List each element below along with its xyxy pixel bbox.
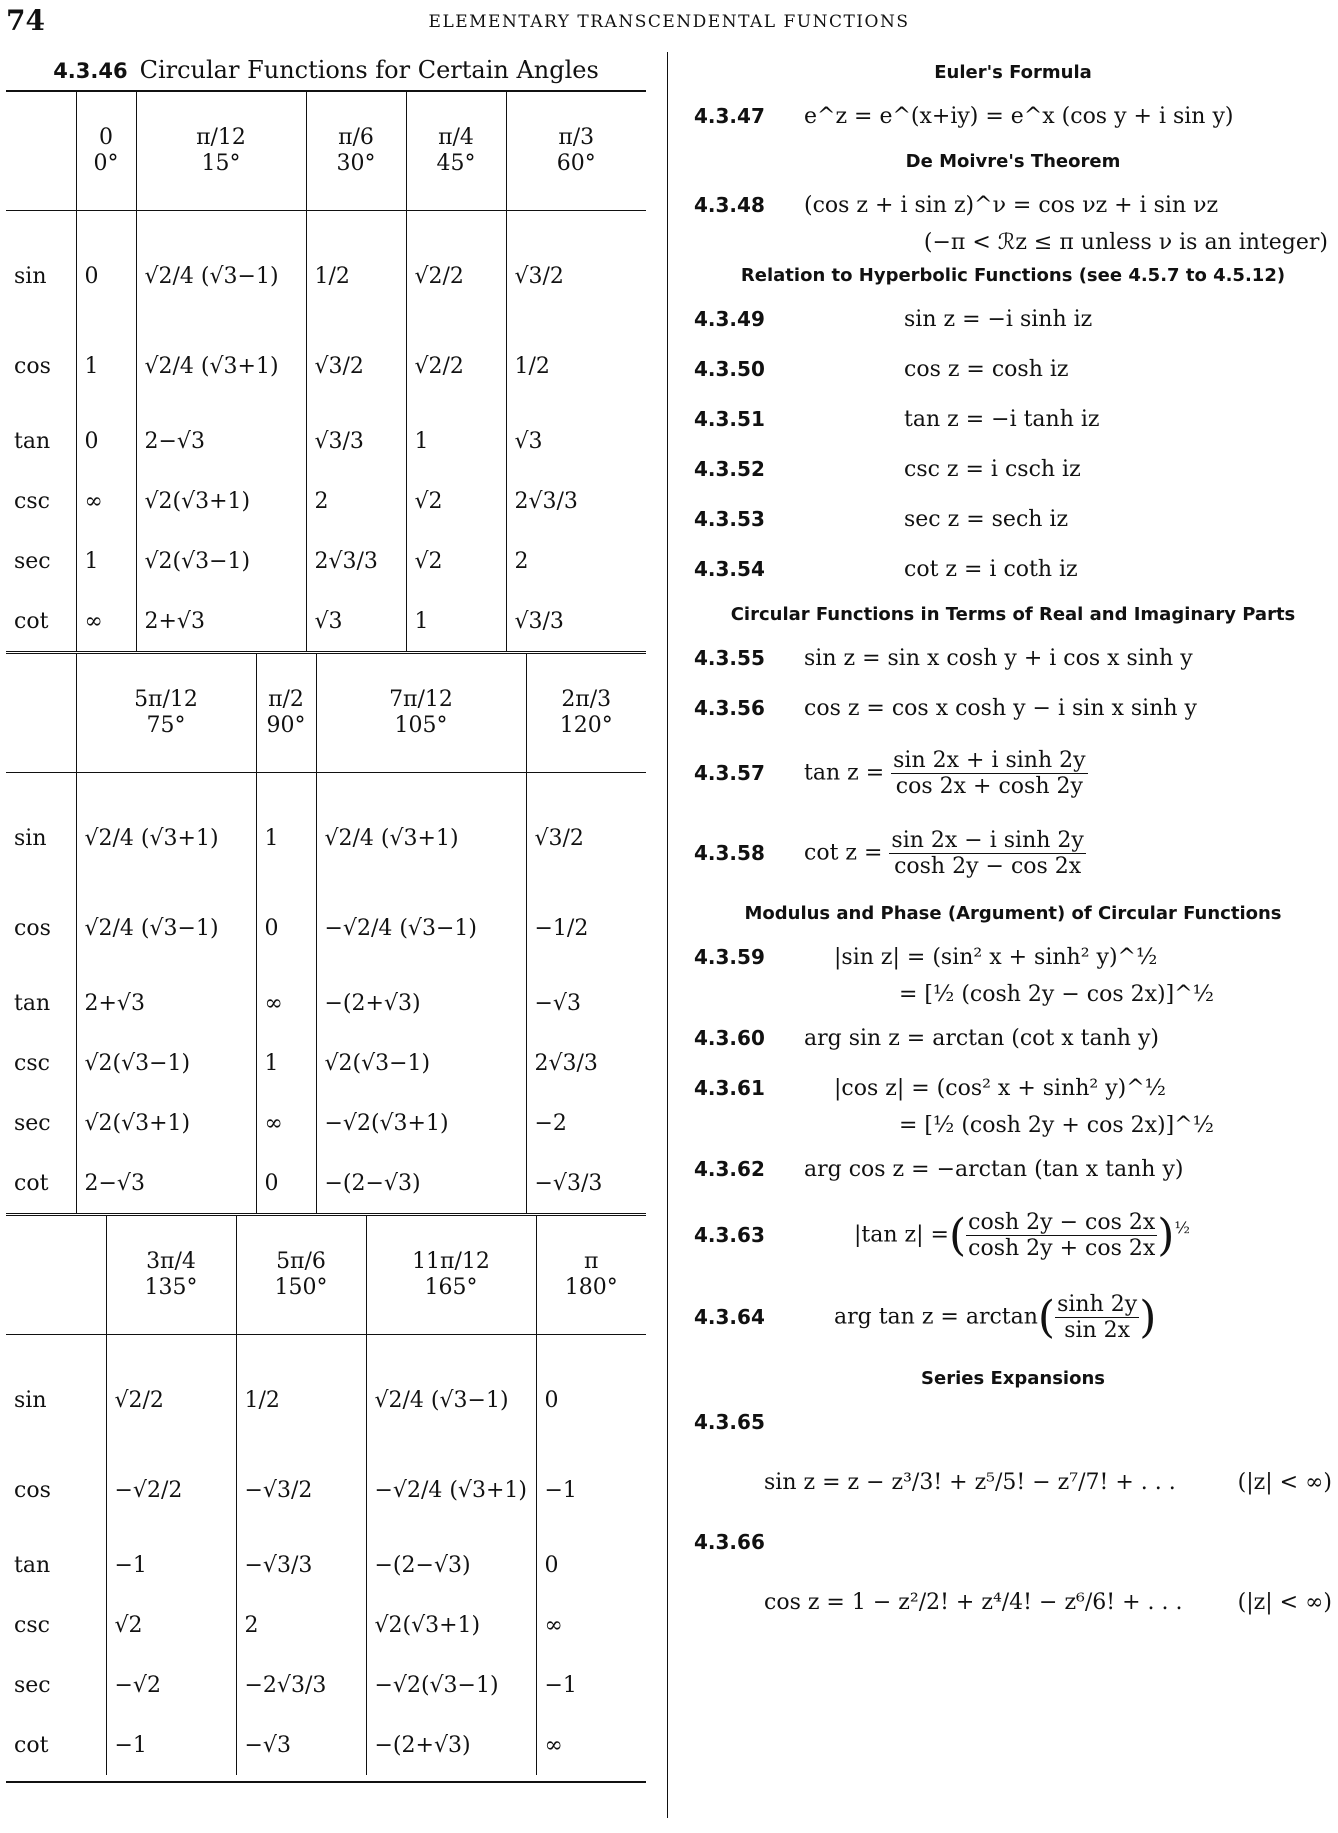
- eq-condition: (|z| < ∞): [1237, 1589, 1332, 1615]
- angle-degrees: 135°: [144, 1275, 198, 1300]
- numerator: sinh 2y: [1057, 1291, 1138, 1317]
- table-value: −√3/2: [236, 1445, 366, 1535]
- exponent: ½: [1174, 1217, 1190, 1237]
- function-name: cos: [14, 1477, 51, 1503]
- row-sec: [6, 531, 646, 591]
- denominator: sin 2x: [1064, 1317, 1131, 1343]
- row-tan: [6, 411, 646, 471]
- eq-number: 4.3.52: [694, 457, 765, 481]
- eq-number: 4.3.65: [694, 1410, 765, 1434]
- table-value: 0: [536, 1535, 646, 1595]
- eq-number: 4.3.49: [694, 307, 765, 331]
- angle-degrees: 150°: [274, 1275, 328, 1300]
- angle-header: [526, 653, 646, 773]
- table-value: ∞: [76, 471, 136, 531]
- angle-radians: π/12: [196, 125, 246, 150]
- angle-degrees: 30°: [336, 151, 376, 176]
- eq-lhs: cot z =: [804, 840, 883, 865]
- table-value: √2/4 (√3−1): [136, 231, 306, 321]
- table-value: √2: [406, 531, 506, 591]
- table-value: −√3/3: [236, 1535, 366, 1595]
- eq-number: 4.3.58: [694, 841, 765, 865]
- angle-header-row: [6, 91, 646, 211]
- fraction: [966, 1210, 1157, 1261]
- eq-4-3-48-condition: (−π < ℛz ≤ π unless ν is an integer): [923, 230, 1328, 255]
- table-value: −√2: [106, 1655, 236, 1715]
- function-name: cos: [14, 915, 51, 941]
- table-value: √2: [106, 1595, 236, 1655]
- function-name: sec: [14, 1672, 51, 1698]
- table-value: √2(√3−1): [136, 531, 306, 591]
- paren-close: ): [1157, 1209, 1175, 1261]
- table-value: 1: [76, 321, 136, 411]
- angle-header: [406, 91, 506, 211]
- section-hyperbolic: Relation to Hyperbolic Functions (see 4.5.7 to 4.5.12): [740, 265, 1286, 286]
- angle-radians: π: [584, 1249, 599, 1274]
- eq-body: [804, 828, 1332, 879]
- table-value: 1: [406, 591, 506, 651]
- angle-header: [136, 91, 306, 211]
- angle-degrees: 60°: [556, 151, 596, 176]
- trig-table-column: [6, 46, 646, 1783]
- column-divider: [667, 52, 668, 1818]
- eq-number: 4.3.64: [694, 1305, 765, 1329]
- row-cos: [6, 1445, 646, 1535]
- table-value: √2/4 (√3+1): [316, 793, 526, 883]
- eq-number: 4.3.66: [694, 1530, 765, 1554]
- page-header: [0, 0, 1338, 40]
- function-name: csc: [14, 1612, 50, 1638]
- table-value: ∞: [536, 1595, 646, 1655]
- page-number: 74: [6, 4, 45, 37]
- eq-4-3-54: [694, 544, 1332, 594]
- table-value: √2/4 (√3+1): [136, 321, 306, 411]
- row-csc: [6, 471, 646, 531]
- angle-header: [106, 1215, 236, 1335]
- running-title: ELEMENTARY TRANSCENDENTAL FUNCTIONS: [428, 12, 910, 32]
- eq-number: 4.3.61: [694, 1076, 765, 1100]
- table-value: ∞: [536, 1715, 646, 1775]
- angle-degrees: 105°: [394, 713, 448, 738]
- table-value: ∞: [256, 973, 316, 1033]
- table-value: −1: [536, 1445, 646, 1535]
- eq-number: 4.3.54: [694, 557, 765, 581]
- eq-body: (cos z + i sin z)^ν = cos νz + i sin νz: [804, 192, 1219, 218]
- table-value: 1/2: [306, 231, 406, 321]
- eq-body: arg sin z = arctan (cot x tanh y): [804, 1025, 1159, 1051]
- function-name: tan: [14, 1552, 51, 1578]
- angle-radians: 2π/3: [561, 687, 612, 712]
- function-name: csc: [14, 1050, 50, 1076]
- section-euler: Euler's Formula: [934, 62, 1092, 83]
- eq-number: 4.3.57: [694, 761, 765, 785]
- denominator: cosh 2y − cos 2x: [894, 853, 1082, 879]
- table-value: 2+√3: [136, 591, 306, 651]
- table-value: −1: [106, 1535, 236, 1595]
- table-value: −1: [536, 1655, 646, 1715]
- eq-4-3-53: [694, 494, 1332, 544]
- section-real-imaginary: Circular Functions in Terms of Real and Imaginary Parts: [730, 604, 1296, 625]
- eq-4-3-58: [694, 813, 1332, 893]
- angle-radians: 7π/12: [389, 687, 453, 712]
- eq-body: cos z = cos x cosh y − i sin x sinh y: [804, 695, 1197, 721]
- table-value: √3/2: [526, 793, 646, 883]
- formula-column: [694, 52, 1332, 1637]
- table-title: [6, 46, 646, 90]
- table-value: √2/4 (√3−1): [76, 883, 256, 973]
- fraction: [889, 828, 1085, 879]
- angle-radians: 3π/4: [146, 1249, 196, 1274]
- trig-table-block-3: [6, 1213, 646, 1775]
- row-cot: [6, 591, 646, 651]
- angle-degrees: 180°: [564, 1275, 618, 1300]
- table-value: √2/2: [106, 1355, 236, 1445]
- eq-4-3-55: [694, 633, 1332, 683]
- function-name: sec: [14, 1110, 51, 1136]
- table-value: 2√3/3: [306, 531, 406, 591]
- table-number: 4.3.46: [53, 59, 128, 83]
- function-name: csc: [14, 488, 50, 514]
- paren-close: ): [1139, 1291, 1157, 1343]
- table-value: √2(√3+1): [136, 471, 306, 531]
- table-value: √2/2: [406, 231, 506, 321]
- angle-header: [306, 91, 406, 211]
- angle-degrees: 120°: [559, 713, 613, 738]
- eq-number: 4.3.48: [694, 193, 765, 217]
- table-value: −1/2: [526, 883, 646, 973]
- table-value: −1: [106, 1715, 236, 1775]
- eq-body: tan z = −i tanh iz: [904, 406, 1100, 432]
- table-value: √3/2: [306, 321, 406, 411]
- eq-lhs: |tan z| =: [854, 1222, 949, 1247]
- table-value: √3/3: [506, 591, 646, 651]
- denominator: cosh 2y + cos 2x: [968, 1235, 1156, 1261]
- angle-header: [236, 1215, 366, 1335]
- table-value: 0: [536, 1355, 646, 1445]
- function-name: sin: [14, 825, 47, 851]
- angle-header: [256, 653, 316, 773]
- row-cot: [6, 1715, 646, 1775]
- corner-cell: [6, 91, 76, 211]
- section-demoivre: De Moivre's Theorem: [905, 151, 1121, 172]
- row-csc: [6, 1033, 646, 1093]
- eq-4-3-57: [694, 733, 1332, 813]
- table-value: 0: [256, 883, 316, 973]
- table-value: 2: [236, 1595, 366, 1655]
- trig-table-block-1: [6, 90, 646, 651]
- eq-4-3-66-number: [694, 1517, 1332, 1567]
- eq-4-3-49: [694, 294, 1332, 344]
- table-value: √2/4 (√3−1): [366, 1355, 536, 1445]
- eq-lhs: arg tan z = arctan: [834, 1304, 1038, 1329]
- eq-4-3-50: [694, 344, 1332, 394]
- eq-number: 4.3.56: [694, 696, 765, 720]
- angle-degrees: 75°: [146, 713, 186, 738]
- angle-header: [366, 1215, 536, 1335]
- function-name: cot: [14, 608, 49, 634]
- table-bottom-rule: [6, 1781, 646, 1783]
- table-value: 2−√3: [136, 411, 306, 471]
- eq-4-3-60: [694, 1013, 1332, 1063]
- paren-open: (: [1037, 1291, 1056, 1343]
- table-value: √2(√3−1): [76, 1033, 256, 1093]
- function-name: sin: [14, 1387, 47, 1413]
- table-value: 2√3/3: [506, 471, 646, 531]
- eq-number: 4.3.50: [694, 357, 765, 381]
- eq-number: 4.3.51: [694, 407, 765, 431]
- table-value: −√2(√3+1): [316, 1093, 526, 1153]
- table-value: √2/4 (√3+1): [76, 793, 256, 883]
- row-sec: [6, 1093, 646, 1153]
- eq-number: 4.3.62: [694, 1157, 765, 1181]
- eq-4-3-59-continued: = [½ (cosh 2y − cos 2x)]^½: [899, 982, 1214, 1007]
- fraction: [891, 748, 1087, 799]
- eq-body: [804, 748, 1332, 799]
- angle-radians: 0: [99, 125, 113, 150]
- corner-cell: [6, 1215, 106, 1335]
- table-value: 2: [306, 471, 406, 531]
- trig-table-block-2: [6, 651, 646, 1213]
- denominator: cos 2x + cosh 2y: [895, 773, 1083, 799]
- eq-4-3-64: [694, 1276, 1332, 1358]
- table-value: 2−√3: [76, 1153, 256, 1213]
- row-tan: [6, 973, 646, 1033]
- table-value: 1/2: [506, 321, 646, 411]
- table-value: √3/2: [506, 231, 646, 321]
- table-value: ∞: [256, 1093, 316, 1153]
- table-value: 1: [406, 411, 506, 471]
- table-value: −√3/3: [526, 1153, 646, 1213]
- eq-4-3-61-continued: = [½ (cosh 2y + cos 2x)]^½: [899, 1113, 1214, 1138]
- eq-4-3-51: [694, 394, 1332, 444]
- angle-header: [536, 1215, 646, 1335]
- eq-body: csc z = i csch iz: [904, 456, 1081, 482]
- eq-body: cot z = i coth iz: [904, 556, 1078, 582]
- numerator: cosh 2y − cos 2x: [968, 1209, 1156, 1235]
- angle-degrees: 0°: [93, 151, 119, 176]
- eq-body: sin z = sin x cosh y + i cos x sinh y: [804, 645, 1193, 671]
- angle-radians: π/4: [438, 125, 474, 150]
- eq-body: sin z = z − z³/3! + z⁵/5! − z⁷/7! + . . .: [764, 1469, 1176, 1495]
- eq-number: 4.3.59: [694, 945, 765, 969]
- table-value: −(2+√3): [366, 1715, 536, 1775]
- row-cos: [6, 883, 646, 973]
- row-sin: [6, 793, 646, 883]
- table-value: −√2(√3−1): [366, 1655, 536, 1715]
- table-value: −(2−√3): [366, 1535, 536, 1595]
- table-value: √3: [506, 411, 646, 471]
- table-value: √2: [406, 471, 506, 531]
- table-title-text: Circular Functions for Certain Angles: [139, 56, 599, 84]
- row-sec: [6, 1655, 646, 1715]
- angle-header-row: [6, 1215, 646, 1335]
- paren-open: (: [948, 1209, 967, 1261]
- eq-4-3-59: [694, 932, 1332, 982]
- eq-number: 4.3.63: [694, 1223, 765, 1247]
- table-value: −√3: [236, 1715, 366, 1775]
- table-value: 0: [76, 231, 136, 321]
- section-series: Series Expansions: [921, 1368, 1105, 1389]
- eq-number: 4.3.60: [694, 1026, 765, 1050]
- table-value: 0: [256, 1153, 316, 1213]
- table-value: √2(√3+1): [76, 1093, 256, 1153]
- eq-body: cos z = cosh iz: [904, 356, 1069, 382]
- numerator: sin 2x + i sinh 2y: [893, 747, 1086, 773]
- eq-condition: (|z| < ∞): [1237, 1469, 1332, 1495]
- table-value: −√3: [526, 973, 646, 1033]
- eq-4-3-52: [694, 444, 1332, 494]
- table-value: −√2/4 (√3+1): [366, 1445, 536, 1535]
- table-value: 0: [76, 411, 136, 471]
- angle-header: [76, 91, 136, 211]
- eq-4-3-65-number: [694, 1397, 1332, 1447]
- eq-4-3-62: [694, 1144, 1332, 1194]
- eq-body: [804, 1210, 1332, 1261]
- angle-degrees: 45°: [436, 151, 476, 176]
- eq-body: sec z = sech iz: [904, 506, 1069, 532]
- eq-lhs: tan z =: [804, 760, 885, 785]
- eq-4-3-61: [694, 1063, 1332, 1113]
- eq-body: [804, 1292, 1332, 1343]
- eq-body: cos z = 1 − z²/2! + z⁴/4! − z⁶/6! + . . .: [764, 1589, 1183, 1615]
- table-value: 1: [256, 793, 316, 883]
- angle-degrees: 15°: [201, 151, 241, 176]
- eq-4-3-48: [694, 180, 1332, 230]
- angle-radians: 5π/6: [276, 1249, 326, 1274]
- angle-header: [506, 91, 646, 211]
- angle-radians: π/3: [558, 125, 595, 150]
- section-modulus-phase: Modulus and Phase (Argument) of Circular Functions: [744, 903, 1282, 924]
- table-value: 2√3/3: [526, 1033, 646, 1093]
- row-tan: [6, 1535, 646, 1595]
- eq-body: |cos z| = (cos² x + sinh² y)^½: [834, 1075, 1167, 1101]
- angle-header: [76, 653, 256, 773]
- eq-4-3-65: [694, 1447, 1332, 1517]
- function-name: cot: [14, 1170, 49, 1196]
- table-value: −√2/4 (√3−1): [316, 883, 526, 973]
- eq-4-3-66: [694, 1567, 1332, 1637]
- row-sin: [6, 231, 646, 321]
- eq-number: 4.3.53: [694, 507, 765, 531]
- eq-number: 4.3.47: [694, 104, 765, 128]
- eq-body: |sin z| = (sin² x + sinh² y)^½: [834, 944, 1158, 970]
- function-name: tan: [14, 990, 51, 1016]
- angle-header: [316, 653, 526, 773]
- eq-4-3-56: [694, 683, 1332, 733]
- table-value: −√2/2: [106, 1445, 236, 1535]
- table-value: 1: [256, 1033, 316, 1093]
- table-value: 1: [76, 531, 136, 591]
- trig-tables: [6, 90, 646, 1775]
- function-name: cos: [14, 353, 51, 379]
- angle-radians: 11π/12: [412, 1249, 490, 1274]
- row-csc: [6, 1595, 646, 1655]
- table-value: √2(√3−1): [316, 1033, 526, 1093]
- eq-4-3-47: [694, 91, 1332, 141]
- eq-number: 4.3.55: [694, 646, 765, 670]
- table-value: √3/3: [306, 411, 406, 471]
- function-name: tan: [14, 428, 51, 454]
- table-value: ∞: [76, 591, 136, 651]
- angle-radians: π/6: [338, 125, 374, 150]
- eq-body: e^z = e^(x+iy) = e^x (cos y + i sin y): [804, 103, 1234, 129]
- angle-radians: 5π/12: [134, 687, 198, 712]
- table-value: −2√3/3: [236, 1655, 366, 1715]
- table-value: −2: [526, 1093, 646, 1153]
- eq-body: arg cos z = −arctan (tan x tanh y): [804, 1156, 1184, 1182]
- corner-cell: [6, 653, 76, 773]
- function-name: sin: [14, 263, 47, 289]
- function-name: cot: [14, 1732, 49, 1758]
- angle-degrees: 90°: [266, 713, 306, 738]
- numerator: sin 2x − i sinh 2y: [891, 827, 1084, 853]
- row-cos: [6, 321, 646, 411]
- fraction: [1055, 1292, 1139, 1343]
- angle-degrees: 165°: [424, 1275, 478, 1300]
- eq-body: sin z = −i sinh iz: [904, 306, 1093, 332]
- angle-header-row: [6, 653, 646, 773]
- eq-4-3-63: [694, 1194, 1332, 1276]
- table-value: √2/2: [406, 321, 506, 411]
- row-sin: [6, 1355, 646, 1445]
- angle-radians: π/2: [268, 687, 304, 712]
- table-value: 2+√3: [76, 973, 256, 1033]
- row-cot: [6, 1153, 646, 1213]
- table-value: √3: [306, 591, 406, 651]
- table-value: −(2−√3): [316, 1153, 526, 1213]
- table-value: 2: [506, 531, 646, 591]
- table-value: √2(√3+1): [366, 1595, 536, 1655]
- function-name: sec: [14, 548, 51, 574]
- table-value: −(2+√3): [316, 973, 526, 1033]
- table-value: 1/2: [236, 1355, 366, 1445]
